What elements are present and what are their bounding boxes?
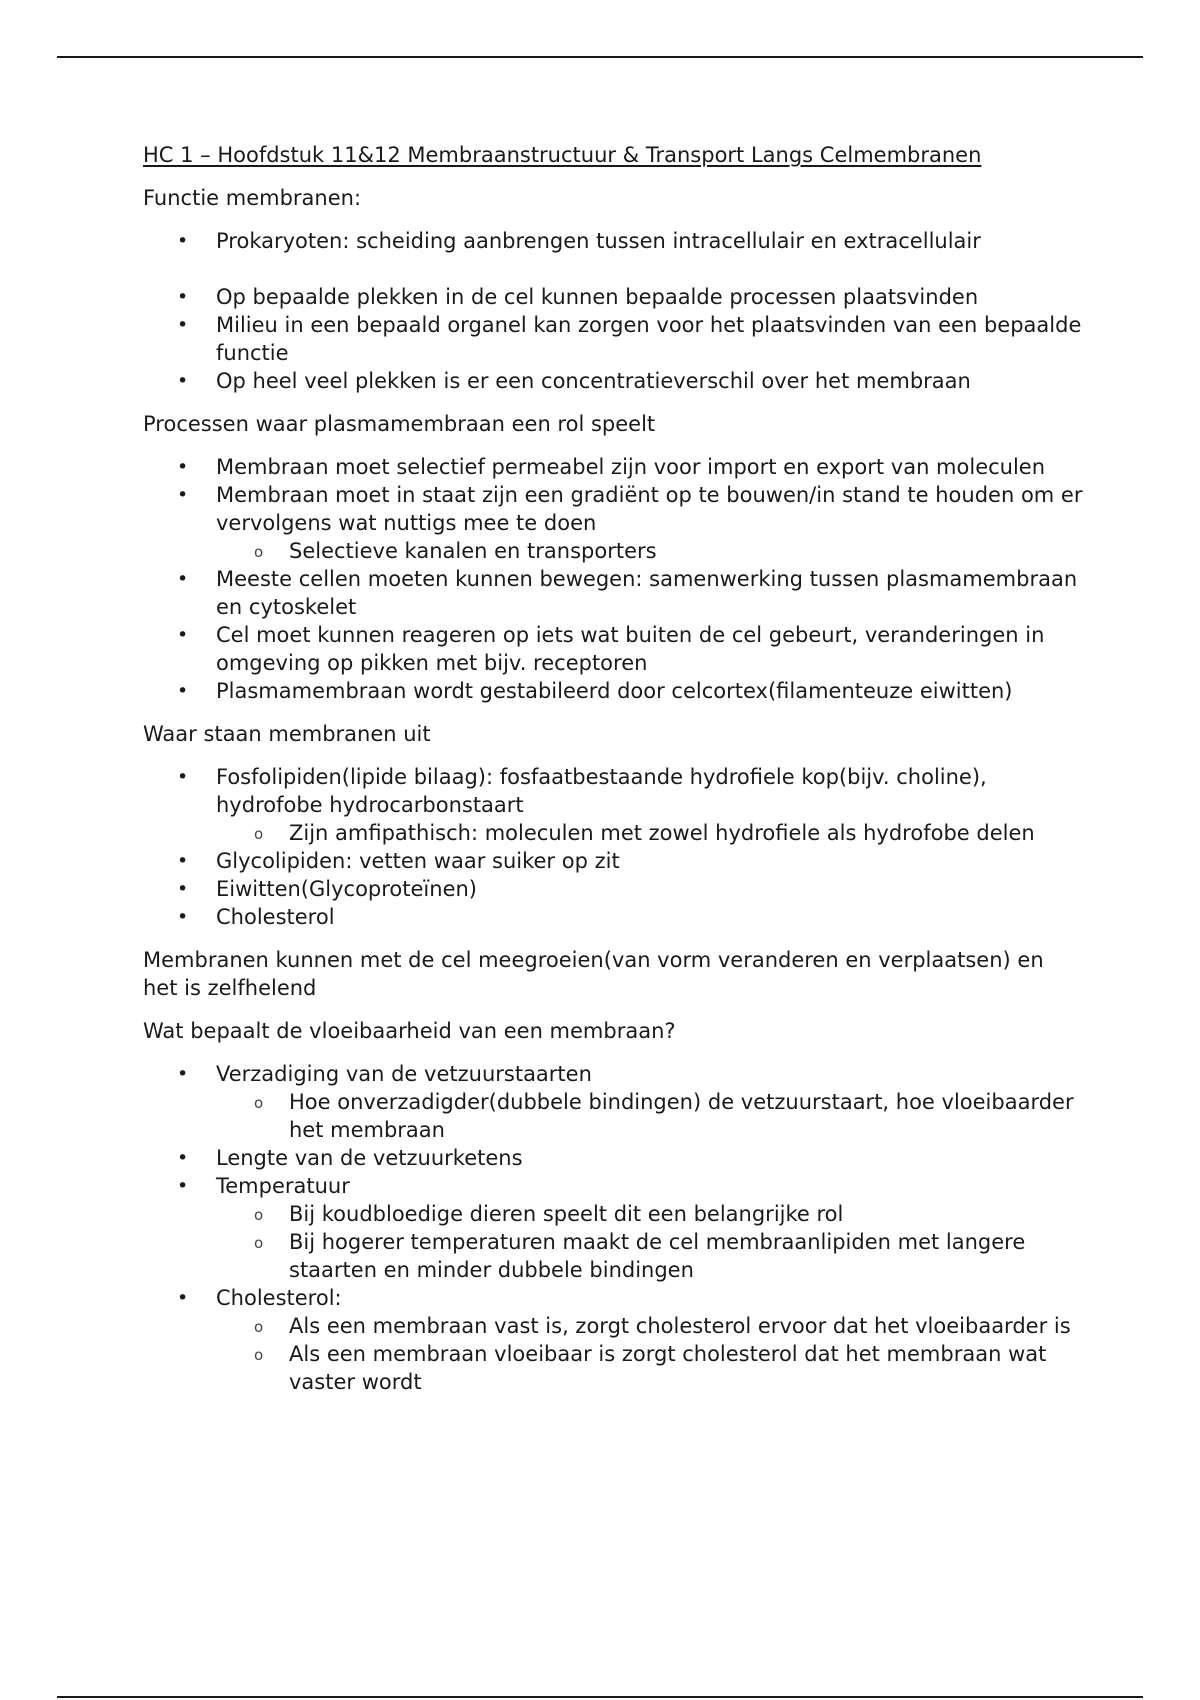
bullet-icon: • — [177, 878, 189, 900]
list-item: • Cholesterol: o Als een membraan vast is, zorgt cholesterol ervoor dat het vloeibaarder is o Als een membraan vloeibaar is zorgt cholesterol dat het membraan wat vaster wordt — [143, 1284, 1083, 1396]
circle-bullet-icon: o — [254, 543, 264, 561]
header-rule — [57, 56, 1143, 58]
list-item: • Eiwitten(Glycoproteïnen) — [177, 877, 478, 901]
paragraph-meegroeien: Membranen kunnen met de cel meegroeien(van vorm veranderen en verplaatsen) en het is zelfhelend — [143, 948, 1044, 1000]
sub-list — [216, 1200, 1083, 1284]
list-processen — [143, 453, 1083, 705]
list-item: • Fosfolipiden(lipide bilaag): fosfaatbestaande hydrofiele kop(bijv. choline), hydrofobe hydrocarbonstaart o Zijn amfipathisch: moleculen met zowel hydrofiele als hydrofobe delen — [143, 763, 1083, 847]
bullet-icon: • — [177, 230, 189, 252]
circle-bullet-icon: o — [254, 1346, 264, 1364]
list-item: • Cel moet kunnen reageren op iets wat buiten de cel gebeurt, veranderingen in omgeving op pikken met bijv. receptoren — [177, 623, 1045, 675]
bullet-icon: • — [177, 1175, 189, 1197]
bullet-icon: • — [177, 456, 189, 478]
bullet-icon: • — [177, 680, 189, 702]
list-vloeibaarheid — [143, 1060, 1083, 1396]
circle-bullet-icon: o — [254, 1234, 264, 1252]
bullet-icon: • — [177, 766, 189, 788]
sub-list-item: o Hoe onverzadigder(dubbele bindingen) de vetzuurstaart, hoe vloeibaarder het membraan — [254, 1090, 1074, 1142]
bullet-icon: • — [177, 906, 189, 928]
list-item: • Plasmamembraan wordt gestabileerd door celcortex(filamenteuze eiwitten) — [177, 679, 1013, 703]
list-item: • Op heel veel plekken is er een concentratieverschil over het membraan — [177, 369, 971, 393]
circle-bullet-icon: o — [254, 1094, 264, 1112]
list-item: • Membraan moet in staat zijn een gradiënt op te bouwen/in stand te houden om er vervolgens wat nuttigs mee te doen o Selectieve kanalen en transporters — [143, 481, 1083, 565]
section-heading-processen: Processen waar plasmamembraan een rol speelt — [143, 412, 656, 436]
bullet-icon: • — [177, 1287, 189, 1309]
sub-list-item: o Bij koudbloedige dieren speelt dit een belangrijke rol — [216, 1200, 1083, 1228]
list-item: • Membraan moet selectief permeabel zijn voor import en export van moleculen — [177, 455, 1046, 479]
sub-list — [216, 819, 1083, 847]
section-heading-functie: Functie membranen: — [143, 186, 362, 210]
bullet-icon: • — [177, 370, 189, 392]
sub-list — [216, 1312, 1083, 1396]
list-item: • Prokaryoten: scheiding aanbrengen tussen intracellulair en extracellulair — [177, 229, 981, 253]
sub-list — [216, 1088, 1083, 1144]
list-item: • Milieu in een bepaald organel kan zorgen voor het plaatsvinden van een bepaalde functie — [177, 313, 1082, 365]
list-item: • Cholesterol — [177, 905, 335, 929]
sub-list-item: o Zijn amfipathisch: moleculen met zowel hydrofiele als hydrofobe delen — [216, 819, 1083, 847]
sub-list-item: o Selectieve kanalen en transporters — [216, 537, 1083, 565]
sub-list — [216, 537, 1083, 565]
list-bestaan — [143, 763, 1083, 931]
circle-bullet-icon: o — [254, 1318, 264, 1336]
bullet-icon: • — [177, 568, 189, 590]
sub-list-item: o Als een membraan vast is, zorgt cholesterol ervoor dat het vloeibaarder is — [216, 1312, 1083, 1340]
list-item: • Meeste cellen moeten kunnen bewegen: samenwerking tussen plasmamembraan en cytoskelet — [177, 567, 1078, 619]
sub-list-item: o Bij hogerer temperaturen maakt de cel membraanlipiden met langere staarten en minder dubbele bindingen — [254, 1230, 1026, 1282]
bullet-icon: • — [177, 850, 189, 872]
circle-bullet-icon: o — [254, 1206, 264, 1224]
list-item: • Op bepaalde plekken in de cel kunnen bepaalde processen plaatsvinden — [177, 285, 979, 309]
bullet-icon: • — [177, 1063, 189, 1085]
sub-list-item: o Als een membraan vloeibaar is zorgt cholesterol dat het membraan wat vaster wordt — [254, 1342, 1047, 1394]
list-item: • Temperatuur o Bij koudbloedige dieren speelt dit een belangrijke rol o Bij hogerer temperaturen maakt de cel membraanlipiden met langere staarten en minder dubbele bindingen — [143, 1172, 1083, 1284]
bullet-icon: • — [177, 314, 189, 336]
document-title: HC 1 – Hoofdstuk 11&12 Membraanstructuur & Transport Langs Celmembranen — [143, 143, 982, 167]
list-item: • Glycolipiden: vetten waar suiker op zit — [177, 849, 620, 873]
list-functie — [143, 227, 1083, 395]
bullet-icon: • — [177, 1147, 189, 1169]
bullet-icon: • — [177, 484, 189, 506]
circle-bullet-icon: o — [254, 825, 264, 843]
bullet-icon: • — [177, 624, 189, 646]
footer-rule — [57, 1696, 1143, 1698]
section-heading-vloeibaarheid: Wat bepaalt de vloeibaarheid van een membraan? — [143, 1019, 676, 1043]
bullet-icon: • — [177, 286, 189, 308]
list-item: • Lengte van de vetzuurketens — [177, 1146, 523, 1170]
document-body — [143, 141, 1083, 1396]
section-heading-bestaan: Waar staan membranen uit — [143, 722, 431, 746]
list-item: • Verzadiging van de vetzuurstaarten o Hoe onverzadigder(dubbele bindingen) de vetzuurstaart, hoe vloeibaarder het membraan — [143, 1060, 1083, 1144]
